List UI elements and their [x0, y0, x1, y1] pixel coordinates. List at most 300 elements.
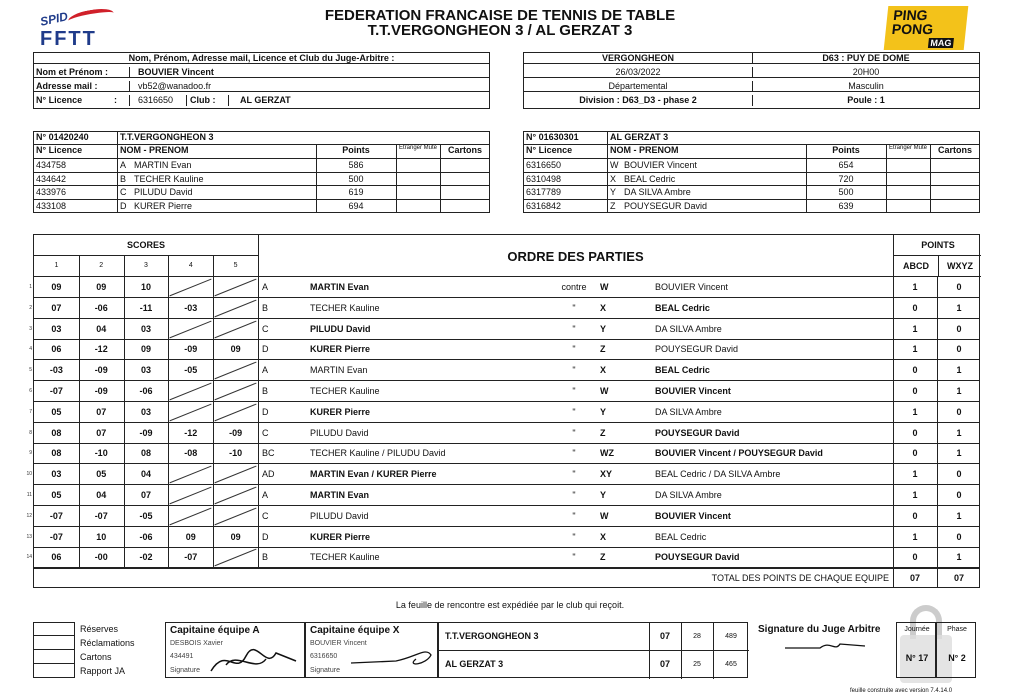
match-row: [29, 360, 979, 381]
player-a-name: TECHER Kauline / PILUDU David: [310, 448, 446, 459]
player-licence: 6317789: [526, 187, 562, 197]
points-x: 1: [956, 552, 962, 563]
empty-set-slash: [168, 381, 213, 401]
player-x-letter: W: [600, 386, 609, 396]
meeting-level: Départemental: [608, 81, 668, 91]
player-x-name: BOUVIER Vincent: [655, 282, 728, 292]
set-score: -10: [229, 448, 243, 459]
player-x-letter: Z: [600, 552, 606, 563]
player-name: TECHER Kauline: [134, 173, 204, 184]
player-x-name: DA SILVA Ambre: [655, 406, 722, 417]
player-name: BEAL Cedric: [624, 173, 676, 184]
points-a: 1: [912, 531, 918, 542]
player-a-letter: AD: [262, 469, 275, 480]
empty-set-slash: [213, 506, 258, 526]
checklist-row: [33, 622, 163, 636]
team-a-name: T.T.VERGONGHEON 3: [120, 132, 214, 142]
captain-x-signature-label: Signature: [310, 667, 340, 674]
captain-a-label: Capitaine équipe A: [170, 625, 260, 636]
player-letter: C: [120, 187, 127, 197]
player-x-name: POUYSEGUR David: [655, 344, 739, 355]
result-sets: 28: [693, 633, 701, 640]
player-a-name: PILUDU David: [310, 323, 371, 334]
team-a-number: N° 01420240: [36, 132, 89, 142]
set-score: -00: [94, 552, 108, 563]
match-index: 5: [29, 367, 32, 374]
logo-red-swoosh: [67, 6, 115, 28]
versus-label: ": [572, 510, 576, 521]
empty-set-slash: [168, 319, 213, 339]
player-x-letter: Z: [600, 344, 606, 355]
set-number-header: 3: [144, 262, 148, 269]
team-x-box: [523, 131, 980, 213]
page-subtitle: T.T.VERGONGHEON 3 / AL GERZAT 3: [367, 22, 633, 39]
player-row: [34, 200, 489, 214]
empty-set-slash: [213, 319, 258, 339]
captain-a-licence: 434491: [170, 653, 194, 660]
match-index: 7: [29, 408, 32, 415]
total-label: TOTAL DES POINTS DE CHAQUE EQUIPE: [711, 573, 889, 583]
match-row: [29, 339, 979, 360]
match-row: [26, 527, 979, 548]
referee-licence: 6316650: [138, 95, 174, 105]
day-label: Journée: [904, 626, 930, 633]
player-licence: 6316842: [526, 200, 562, 211]
empty-set-slash: [168, 485, 213, 505]
points-a: 0: [912, 427, 918, 438]
referee-club-label: Club :: [190, 95, 216, 105]
player-a-letter: A: [262, 490, 269, 500]
referee-mail-label: Adresse mail :: [36, 81, 98, 91]
set-score: 05: [51, 490, 62, 500]
points-x: 0: [956, 406, 962, 417]
player-name: PILUDU David: [134, 187, 193, 197]
referee-licence-label: N° Licence: [36, 95, 83, 105]
empty-set-slash: [168, 464, 213, 484]
scores-header: SCORES: [126, 240, 165, 250]
player-points: 500: [838, 187, 854, 197]
team-x-col-name: NOM - PRENOM: [610, 145, 679, 155]
player-a-name: MARTIN Evan: [310, 365, 368, 376]
set-score: 03: [140, 365, 151, 376]
player-licence: 433108: [36, 200, 67, 211]
player-a-name: TECHER Kauline: [310, 302, 380, 313]
points-a: 1: [912, 406, 918, 417]
meeting-time: 20H00: [852, 67, 880, 77]
match-row: [26, 485, 979, 506]
player-letter: W: [610, 160, 619, 170]
captain-a-box: [165, 622, 305, 678]
team-a-box: [33, 131, 490, 213]
player-x-name: BOUVIER Vincent: [655, 386, 731, 396]
referee-signature: [780, 636, 870, 656]
player-x-letter: X: [600, 365, 607, 376]
set-score: 05: [51, 406, 62, 417]
total-x: 07: [953, 573, 964, 583]
captain-x-box: [305, 622, 438, 678]
player-name: DA SILVA Ambre: [624, 187, 691, 197]
set-score: 08: [51, 448, 62, 459]
match-index: 6: [29, 388, 32, 394]
set-score: -09: [139, 427, 153, 438]
result-score: 07: [659, 659, 670, 669]
points-x: 0: [956, 490, 962, 500]
player-points: 639: [838, 200, 854, 211]
versus-label: ": [572, 323, 576, 334]
points-a: 1: [912, 469, 918, 480]
versus-label: ": [572, 531, 576, 542]
team-a-col-licence: N° Licence: [36, 145, 83, 155]
player-a-letter: D: [262, 406, 269, 417]
match-index: 3: [29, 325, 32, 332]
match-grid: [26, 234, 980, 588]
player-a-name: MARTIN Evan / KURER Pierre: [310, 469, 437, 480]
checklist-label: Cartons: [80, 652, 112, 662]
checklist-label: Réserves: [80, 624, 119, 634]
set-score: 05: [96, 469, 107, 480]
points-a: 1: [912, 344, 918, 355]
empty-set-slash: [213, 381, 258, 401]
player-a-name: KURER Pierre: [310, 344, 371, 355]
player-a-name: MARTIN Evan: [310, 282, 370, 292]
set-score: 07: [140, 490, 151, 500]
points-header: POINTS: [921, 240, 955, 250]
player-points: 720: [838, 173, 854, 184]
player-letter: X: [610, 173, 617, 184]
player-a-letter: B: [262, 302, 269, 313]
player-licence: 433976: [36, 187, 67, 197]
set-score: -05: [184, 365, 198, 376]
set-score: -02: [139, 552, 153, 563]
wxyz-header: WXYZ: [947, 261, 973, 271]
versus-label: ": [572, 344, 576, 355]
phase-value: N° 2: [948, 653, 966, 663]
checklist-label: Rapport JA: [80, 666, 126, 676]
referee-box: [33, 52, 490, 109]
day-value: N° 17: [905, 653, 929, 663]
day-box: [896, 622, 936, 678]
set-score: -07: [94, 510, 108, 521]
set-score: -07: [49, 510, 63, 521]
points-a: 1: [912, 323, 918, 334]
player-letter: A: [120, 160, 127, 170]
set-score: 09: [140, 344, 151, 355]
player-a-letter: C: [262, 427, 269, 438]
points-x: 0: [956, 531, 962, 542]
set-score: 04: [96, 490, 107, 500]
set-score: 03: [140, 406, 151, 417]
points-a: 0: [912, 552, 918, 563]
meeting-category: Masculin: [848, 81, 884, 91]
set-score: 10: [140, 282, 151, 292]
set-score: 06: [51, 344, 62, 355]
versus-label: ": [572, 406, 576, 417]
player-a-letter: C: [262, 323, 269, 334]
set-score: -05: [139, 510, 153, 521]
set-score: 06: [51, 552, 62, 563]
match-index: 1: [29, 284, 32, 290]
team-x-col-points: Points: [832, 145, 860, 155]
empty-set-slash: [168, 277, 213, 297]
player-licence: 6310498: [526, 173, 562, 184]
version-text: feuille construite avec version 7.4.14.0: [850, 688, 953, 694]
pingpong-mag-logo: [884, 6, 969, 50]
points-x: 1: [956, 386, 962, 396]
versus-label: ": [572, 469, 576, 480]
points-x: 1: [956, 427, 962, 438]
match-index: 4: [29, 346, 32, 353]
meeting-date: 26/03/2022: [615, 67, 661, 77]
set-score: 10: [96, 531, 107, 542]
set-score: 07: [51, 302, 62, 313]
player-x-name: POUYSEGUR David: [655, 427, 740, 438]
points-x: 1: [956, 365, 962, 376]
checkbox[interactable]: [33, 636, 75, 650]
player-a-name: TECHER Kauline: [310, 552, 380, 563]
player-row: [34, 173, 489, 187]
set-score: -03: [184, 302, 198, 313]
logo-pong-text: PONG: [891, 21, 934, 37]
set-score: 09: [96, 282, 107, 292]
player-x-name: DA SILVA Ambre: [655, 323, 722, 334]
player-x-name: POUYSEGUR David: [655, 552, 740, 563]
player-a-letter: A: [262, 282, 269, 292]
match-row: [29, 443, 979, 464]
player-letter: B: [120, 173, 127, 184]
team-x-col-licence: N° Licence: [526, 145, 573, 155]
match-index: 8: [29, 429, 32, 436]
result-points: 489: [725, 633, 737, 640]
player-row: [524, 186, 979, 200]
set-score: 04: [140, 469, 151, 480]
set-score: -07: [49, 531, 63, 542]
points-x: 0: [956, 282, 962, 292]
player-x-name: BEAL Cedric / DA SILVA Ambre: [655, 469, 781, 480]
match-index: 13: [26, 533, 32, 540]
empty-set-slash: [213, 485, 258, 505]
set-score: 03: [140, 323, 151, 334]
logo-ping-text: PING: [892, 7, 929, 23]
player-a-name: MARTIN Evan: [310, 490, 370, 500]
checklist-row: [33, 664, 163, 678]
player-row: [524, 173, 979, 187]
player-points: 694: [348, 200, 364, 211]
player-x-letter: WZ: [600, 448, 614, 459]
set-score: 09: [185, 531, 196, 542]
checkbox[interactable]: [33, 664, 75, 678]
match-index: 2: [29, 304, 32, 311]
versus-label: contre: [561, 282, 587, 292]
player-name: MARTIN Evan: [134, 160, 192, 170]
player-letter: D: [120, 200, 127, 211]
result-row: [439, 623, 749, 651]
player-a-name: PILUDU David: [310, 427, 369, 438]
player-letter: Y: [610, 187, 617, 197]
captain-a-name: DESBOIS Xavier: [170, 640, 223, 647]
empty-set-slash: [213, 464, 258, 484]
empty-set-slash: [213, 360, 258, 380]
checkbox[interactable]: [33, 622, 75, 636]
match-row: [29, 298, 979, 319]
abcd-header: ABCD: [903, 261, 929, 271]
meeting-committee: D63 : PUY DE DOME: [822, 53, 910, 63]
set-score: -12: [184, 427, 198, 438]
page-title: FEDERATION FRANCAISE DE TENNIS DE TABLE: [324, 7, 676, 24]
match-index: 9: [29, 450, 32, 457]
referee-name: BOUVIER Vincent: [138, 67, 214, 77]
team-a-col-name: NOM - PRENOM: [120, 145, 189, 155]
points-x: 1: [956, 448, 962, 459]
set-score: -06: [139, 386, 153, 396]
checklist: [33, 622, 163, 678]
versus-label: ": [572, 490, 576, 500]
captain-x-licence: 6316650: [310, 653, 338, 660]
match-index: 14: [26, 554, 32, 561]
set-score: 08: [51, 427, 62, 438]
player-licence: 6316650: [526, 160, 562, 170]
captain-a-signature-label: Signature: [170, 667, 200, 674]
set-score: -07: [49, 386, 63, 396]
referee-heading: Nom, Prénom, Adresse mail, Licence et Club du Juge-Arbitre :: [128, 53, 395, 63]
team-a-col-foreign: Etranger Muté: [398, 145, 438, 151]
set-score: -07: [184, 552, 198, 563]
player-x-name: BEAL Cedric: [655, 302, 710, 313]
set-score: -09: [184, 344, 198, 355]
logo-mag-text: MAG: [929, 38, 952, 48]
meeting-place: VERGONGHEON: [601, 53, 674, 63]
result-sets: 25: [693, 661, 701, 668]
meeting-box: [523, 52, 980, 109]
logo-spid-text: SPID: [38, 9, 70, 29]
player-x-letter: Y: [600, 323, 607, 334]
set-score: 09: [230, 344, 241, 355]
player-a-name: KURER Pierre: [310, 406, 371, 417]
referee-club: AL GERZAT: [240, 95, 291, 105]
player-name: BOUVIER Vincent: [624, 160, 697, 170]
set-score: -09: [229, 427, 243, 438]
logo-fftt-text: FFTT: [40, 28, 97, 50]
player-a-letter: A: [262, 365, 269, 376]
player-x-letter: XY: [600, 469, 613, 480]
set-score: -03: [49, 365, 63, 376]
set-score: 03: [51, 469, 62, 480]
player-a-name: KURER Pierre: [310, 531, 371, 542]
versus-label: ": [572, 552, 576, 563]
player-x-letter: Z: [600, 427, 606, 438]
team-x-col-cards: Cartons: [937, 145, 972, 155]
points-a: 0: [912, 386, 918, 396]
captain-x-label: Capitaine équipe X: [310, 625, 400, 636]
total-a: 07: [909, 573, 920, 583]
versus-label: ": [572, 427, 576, 438]
checklist-label: Réclamations: [80, 638, 135, 648]
player-points: 619: [348, 187, 364, 197]
checklist-row: [33, 650, 163, 664]
player-x-letter: X: [600, 302, 607, 313]
result-points: 465: [725, 661, 737, 668]
team-x-col-foreign: Etranger Muté: [888, 145, 928, 151]
empty-set-slash: [213, 277, 258, 297]
match-row: [29, 319, 979, 340]
set-number-header: 2: [99, 262, 104, 269]
player-x-name: BOUVIER Vincent / POUYSEGUR David: [655, 448, 823, 459]
set-score: -10: [94, 448, 108, 459]
points-a: 0: [912, 448, 918, 459]
result-score: 07: [659, 631, 670, 641]
player-a-name: TECHER Kauline: [310, 386, 380, 396]
referee-licence-colon: :: [114, 95, 117, 105]
set-score: -12: [94, 344, 108, 355]
team-x-number: N° 01630301: [526, 132, 579, 142]
checklist-row: [33, 636, 163, 650]
set-number-header: 5: [233, 262, 238, 269]
match-row: [29, 402, 979, 423]
match-index: 12: [26, 512, 32, 519]
points-x: 0: [956, 344, 962, 355]
player-name: POUYSEGUR David: [624, 200, 708, 211]
set-score: -08: [184, 448, 198, 459]
set-score: 03: [51, 323, 62, 334]
team-a-col-points: Points: [342, 145, 370, 155]
points-x: 0: [956, 323, 962, 334]
player-name: KURER Pierre: [134, 200, 193, 211]
phase-label: Phase: [947, 626, 967, 633]
points-a: 0: [912, 302, 918, 313]
checkbox[interactable]: [33, 650, 75, 664]
points-a: 0: [912, 365, 918, 376]
player-a-letter: D: [262, 344, 269, 355]
match-index: 10: [26, 471, 32, 478]
player-x-name: BOUVIER Vincent: [655, 510, 731, 521]
player-x-name: BEAL Cedric: [655, 531, 707, 542]
results-box: [438, 622, 748, 678]
empty-set-slash: [168, 506, 213, 526]
meeting-division: Division : D63_D3 - phase 2: [579, 95, 697, 105]
captain-x-signature: [346, 637, 436, 673]
set-score: -06: [94, 302, 108, 313]
match-row: [29, 381, 979, 402]
versus-label: ": [572, 302, 576, 313]
player-a-letter: B: [262, 552, 269, 563]
set-number-header: 4: [188, 262, 193, 269]
result-team: T.T.VERGONGHEON 3: [445, 631, 539, 641]
player-row: [524, 200, 979, 214]
player-a-letter: B: [262, 386, 269, 396]
empty-set-slash: [213, 547, 258, 567]
result-row: [439, 651, 749, 679]
player-row: [524, 159, 979, 173]
points-x: 1: [956, 510, 962, 521]
versus-label: ": [572, 365, 576, 376]
set-number-header: 1: [54, 262, 59, 269]
player-x-name: DA SILVA Ambre: [655, 490, 722, 500]
points-a: 1: [912, 282, 918, 292]
player-x-letter: W: [600, 510, 609, 521]
match-row: [29, 277, 979, 298]
empty-set-slash: [213, 402, 258, 422]
phase-box: [936, 622, 976, 678]
set-score: 04: [96, 323, 107, 334]
order-header: ORDRE DES PARTIES: [507, 249, 644, 264]
set-score: 09: [51, 282, 62, 292]
player-points: 654: [838, 160, 854, 170]
player-licence: 434758: [36, 160, 67, 170]
points-a: 0: [912, 510, 918, 521]
player-x-letter: X: [600, 531, 607, 542]
set-score: -09: [94, 386, 108, 396]
player-x-letter: W: [600, 282, 609, 292]
team-a-col-cards: Cartons: [447, 145, 482, 155]
